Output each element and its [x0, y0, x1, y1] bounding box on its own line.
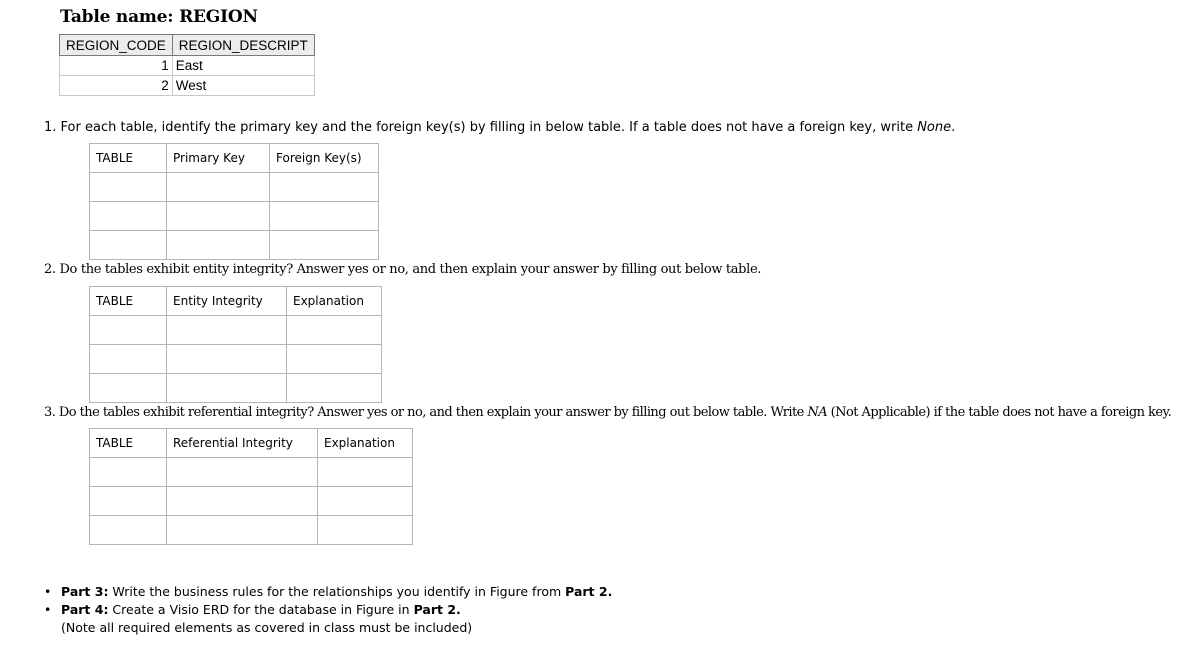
- part-4-note: (Note all required elements as covered in class must be included): [61, 620, 473, 635]
- question-1-italic: None: [917, 120, 952, 135]
- answer-table-header: [90, 429, 413, 458]
- answer-cell[interactable]: [167, 316, 287, 345]
- table-row: [90, 374, 382, 403]
- region-code-cell: 2: [60, 76, 173, 96]
- referential-integrity-table: [89, 428, 413, 545]
- column-header-explanation: Explanation: [287, 287, 382, 316]
- region-table-header: [60, 35, 315, 56]
- question-3-italic: NA: [807, 405, 828, 420]
- question-3-end: (Not Applicable) if the table does not have a foreign key.: [827, 405, 1172, 420]
- answer-cell[interactable]: [167, 487, 318, 516]
- part-4-text: Create a Visio ERD for the database in Figure in: [108, 602, 414, 617]
- answer-table-header: [90, 287, 382, 316]
- question-3: [44, 405, 1171, 420]
- table-row: [90, 231, 379, 260]
- region-table-title: Table name: REGION: [60, 7, 258, 27]
- table-row: [90, 458, 413, 487]
- column-header-entity-integrity: Entity Integrity: [167, 287, 287, 316]
- table-row: [90, 202, 379, 231]
- answer-cell[interactable]: [90, 458, 167, 487]
- answer-cell[interactable]: [287, 316, 382, 345]
- answer-cell[interactable]: [318, 487, 413, 516]
- part-3-label: Part 3:: [61, 584, 109, 599]
- table-row: [60, 56, 315, 76]
- table-row: [90, 487, 413, 516]
- part-3-text: Write the business rules for the relationships you identify in Figure from: [108, 584, 566, 599]
- column-header-explanation: Explanation: [318, 429, 413, 458]
- answer-cell[interactable]: [287, 374, 382, 403]
- answer-cell[interactable]: [270, 231, 379, 260]
- answer-cell[interactable]: [167, 231, 270, 260]
- part-4-label: Part 4:: [61, 602, 109, 617]
- column-header-table: TABLE: [90, 429, 167, 458]
- column-header-region-descript: REGION_DESCRIPT: [172, 35, 314, 56]
- list-item-part-4: [44, 601, 612, 619]
- region-code-cell: 1: [60, 56, 173, 76]
- primary-foreign-key-table: [89, 143, 379, 260]
- answer-cell[interactable]: [90, 516, 167, 545]
- parts-list: [44, 583, 612, 637]
- question-1-end: .: [951, 120, 956, 135]
- region-descript-cell: West: [172, 76, 314, 96]
- column-header-referential-integrity: Referential Integrity: [167, 429, 318, 458]
- column-header-primary-key: Primary Key: [167, 144, 270, 173]
- region-descript-cell: East: [172, 56, 314, 76]
- answer-cell[interactable]: [90, 173, 167, 202]
- answer-cell[interactable]: [167, 202, 270, 231]
- answer-cell[interactable]: [287, 345, 382, 374]
- answer-cell[interactable]: [90, 231, 167, 260]
- table-row: [90, 516, 413, 545]
- answer-cell[interactable]: [167, 173, 270, 202]
- answer-cell[interactable]: [90, 374, 167, 403]
- table-row: [60, 76, 315, 96]
- question-2: 2. Do the tables exhibit entity integrity? Answer yes or no, and then explain your answer by filling out below table.: [44, 262, 762, 277]
- answer-cell[interactable]: [90, 316, 167, 345]
- bullet-icon: •: [44, 602, 52, 617]
- part-4-ref: Part 2.: [413, 602, 461, 617]
- answer-cell[interactable]: [167, 458, 318, 487]
- list-item-part-3: [44, 583, 612, 601]
- entity-integrity-table: [89, 286, 382, 403]
- part-3-ref: Part 2.: [565, 584, 613, 599]
- answer-cell[interactable]: [90, 202, 167, 231]
- answer-table-header: [90, 144, 379, 173]
- answer-cell[interactable]: [318, 458, 413, 487]
- column-header-table: TABLE: [90, 287, 167, 316]
- answer-cell[interactable]: [167, 516, 318, 545]
- column-header-table: TABLE: [90, 144, 167, 173]
- answer-cell[interactable]: [167, 345, 287, 374]
- region-table: [59, 34, 315, 96]
- table-row: [90, 173, 379, 202]
- question-3-text: 3. Do the tables exhibit referential integrity? Answer yes or no, and then explain your answer by filling out below table. Write: [44, 405, 808, 420]
- answer-cell[interactable]: [90, 487, 167, 516]
- bullet-icon: •: [44, 584, 52, 599]
- answer-cell[interactable]: [318, 516, 413, 545]
- answer-cell[interactable]: [270, 202, 379, 231]
- question-1-text: For each table, identify the primary key and the foreign key(s) by filling in below table. If a table does not have a foreign key, write: [60, 120, 918, 135]
- answer-cell[interactable]: [167, 374, 287, 403]
- question-1: [44, 120, 955, 135]
- column-header-region-code: REGION_CODE: [60, 35, 173, 56]
- table-row: [90, 316, 382, 345]
- table-row: [90, 345, 382, 374]
- column-header-foreign-keys: Foreign Key(s): [270, 144, 379, 173]
- question-1-number: 1.: [44, 120, 57, 135]
- answer-cell[interactable]: [90, 345, 167, 374]
- answer-cell[interactable]: [270, 173, 379, 202]
